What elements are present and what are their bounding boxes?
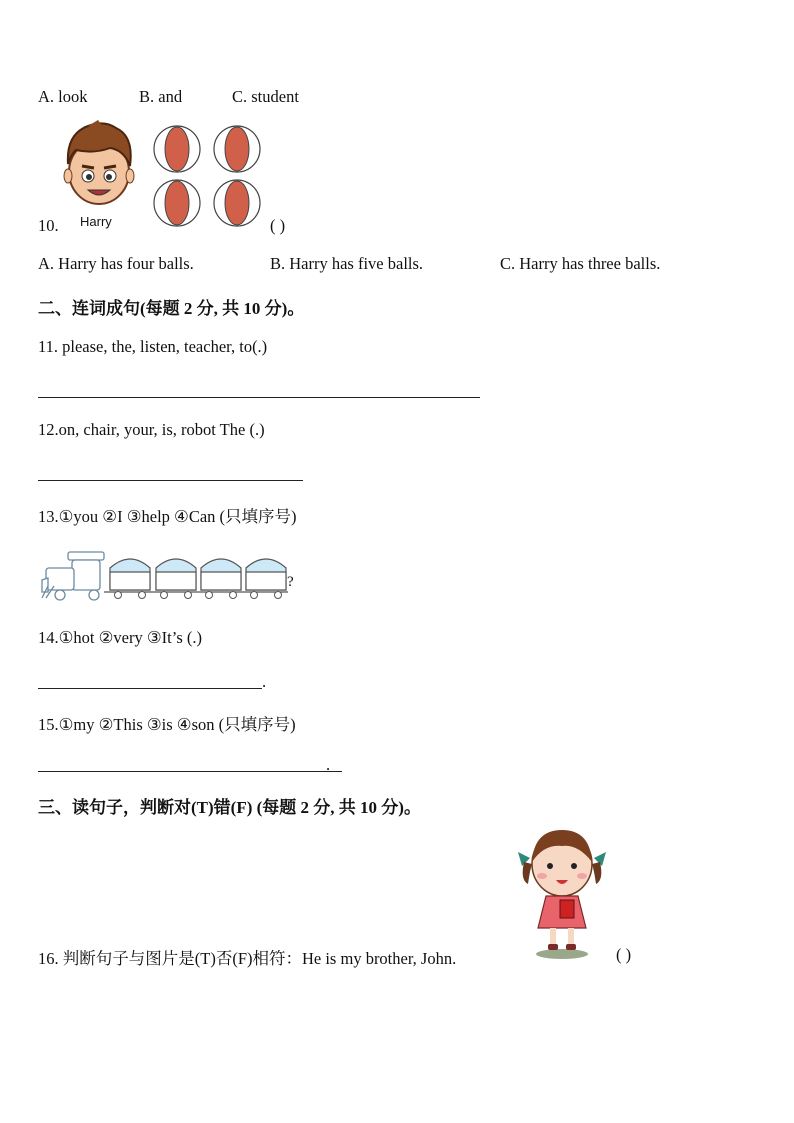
q9-option-a: A. look [38,87,88,106]
balls-image [152,124,264,228]
q12-prompt: 12.on, chair, your, is, robot The (.) [38,420,265,439]
q15-answer-line[interactable] [38,771,342,772]
ball-icon [154,126,200,172]
section-2-title: 二、连词成句(每题 2 分, 共 10 分)。 [38,299,305,318]
q10-option-c: C. Harry has three balls. [500,254,661,273]
ball-icon [154,180,200,226]
ball-icon [214,180,260,226]
q15-prompt: 15.①my ②This ③is ④son (只填序号) [38,715,296,734]
q9-option-b: B. and [139,87,183,106]
q12-answer-line[interactable] [38,480,303,481]
section-3-title: 三、读句子，判断对(T)错(F) (每题 2 分, 共 10 分)。 [38,798,421,817]
q10-answer-paren[interactable]: ( ) [270,216,286,235]
boy-harry-icon [58,120,140,212]
q11-prompt: 11. please, the, listen, teacher, to(.) [38,337,268,356]
q15-period: . [326,755,331,774]
ball-icon [214,126,260,172]
q13-prompt: 13.①you ②I ③help ④Can (只填序号) [38,507,297,526]
q9-option-c: C. student [232,87,299,106]
q10-number: 10. [38,216,59,235]
q16-prompt: 16. 判断句子与图片是(T)否(F)相符：He is my brother, John. [38,949,457,968]
q11-answer-line[interactable] [38,397,480,398]
girl-icon [516,826,608,960]
train-question-mark: ? [287,574,294,590]
q10-option-b: B. Harry has five balls. [270,254,424,273]
q14-answer-line[interactable] [38,688,262,689]
q10-option-a: A. Harry has four balls. [38,254,194,273]
q16-answer-paren[interactable]: ( ) [616,945,632,964]
train-icon [40,548,290,604]
q14-prompt: 14.①hot ②very ③It’s (.) [38,628,202,647]
image-caption-harry: Harry [80,214,112,229]
q14-period: . [262,672,267,691]
